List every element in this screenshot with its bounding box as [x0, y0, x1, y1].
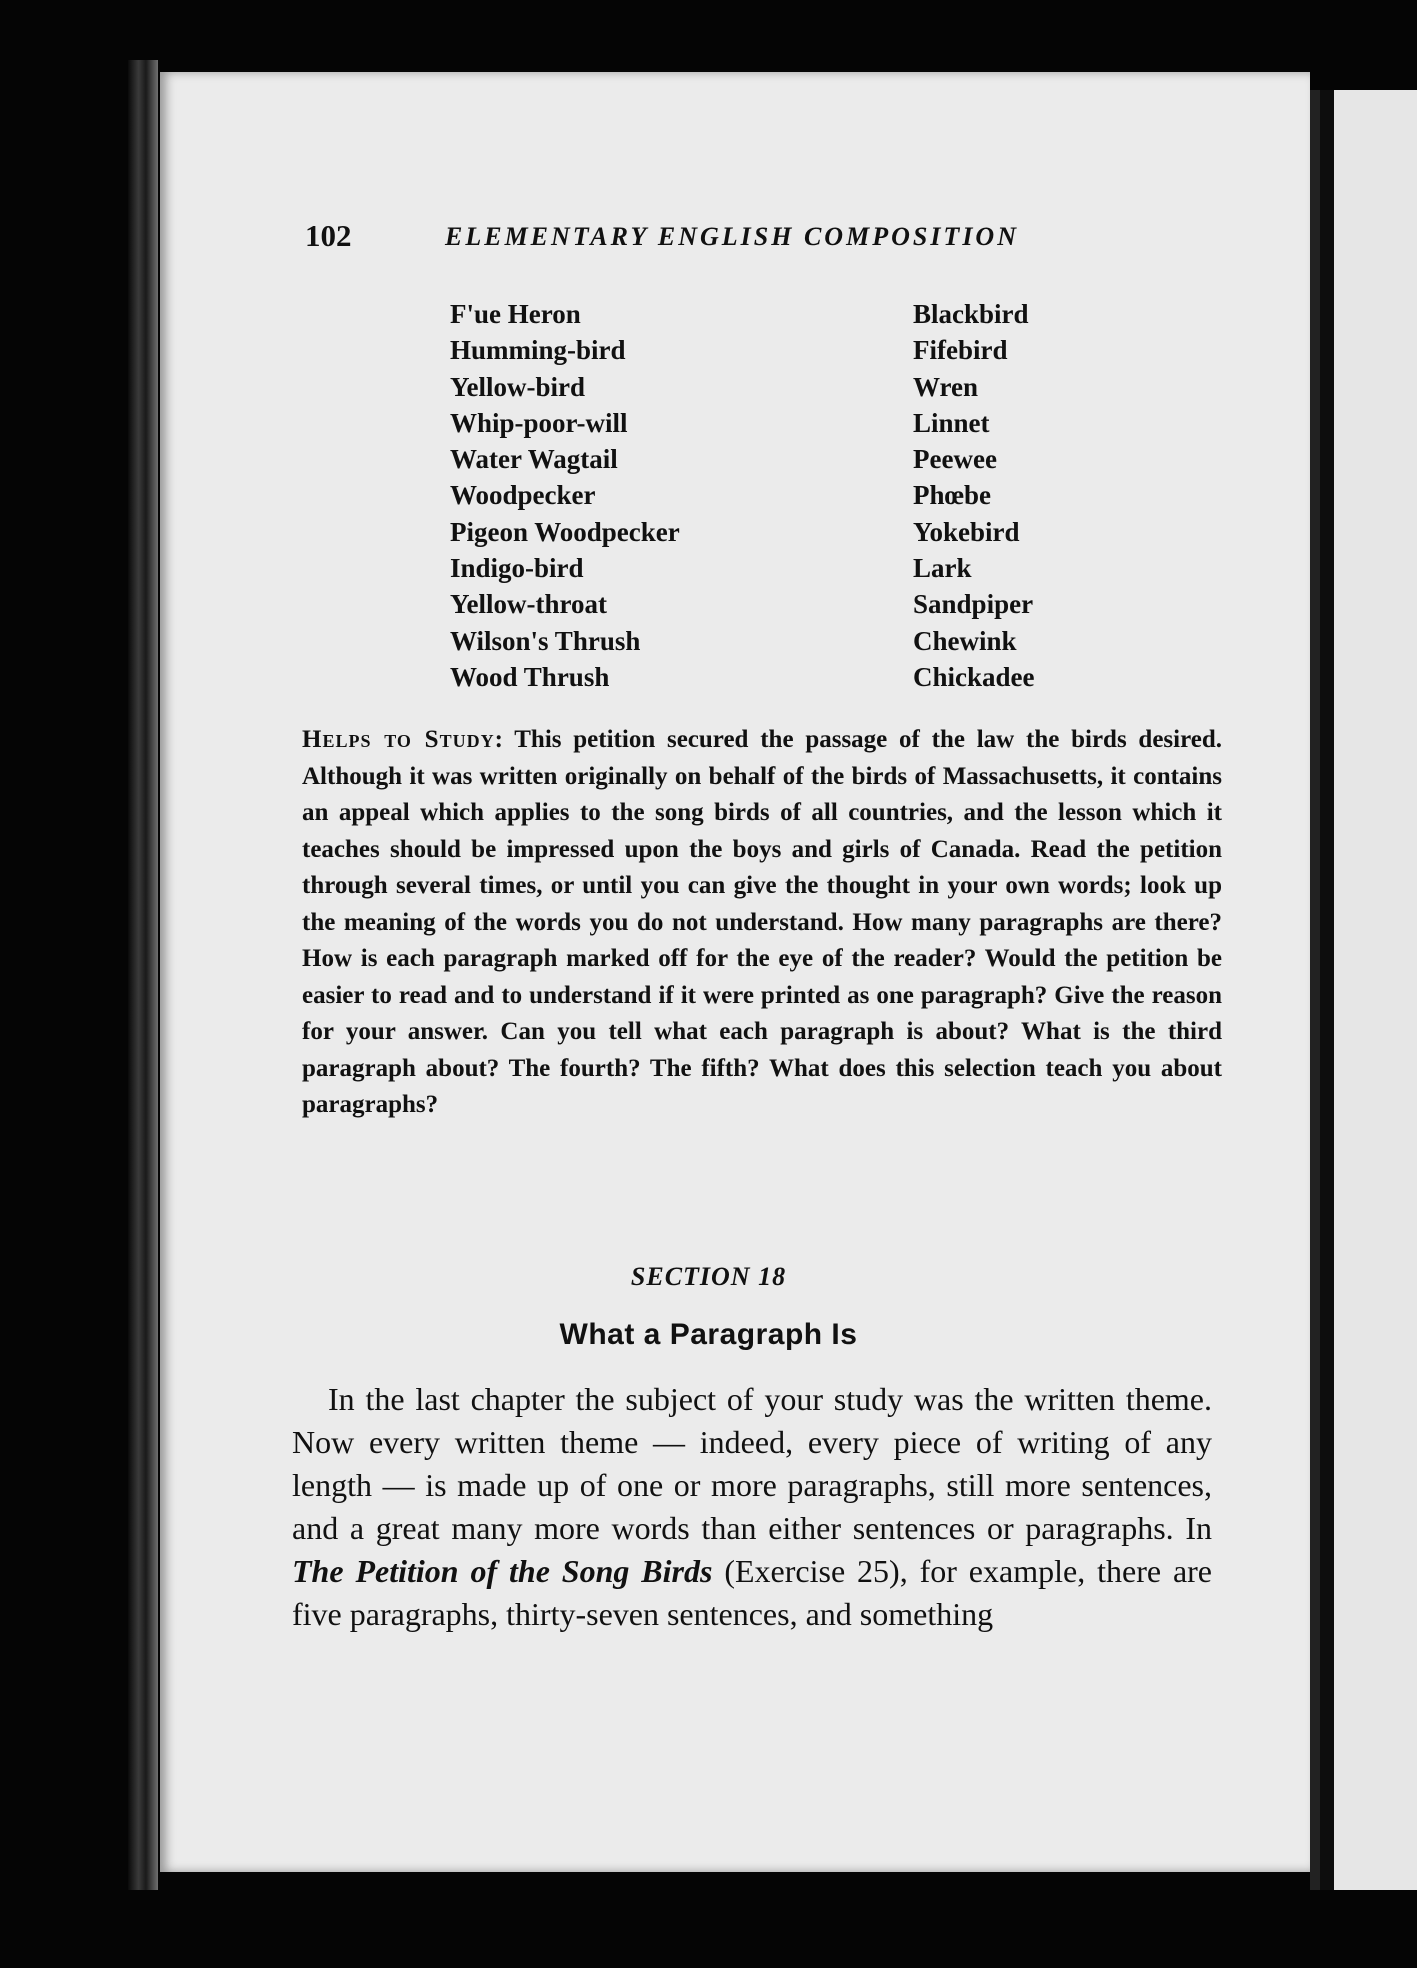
- body-italic-title: The Petition of the Song Birds: [292, 1553, 713, 1589]
- bird-name: Sandpiper: [913, 589, 1034, 620]
- section-number: SECTION 18: [630, 1262, 787, 1291]
- bird-name: Peewee: [913, 444, 997, 475]
- running-title: ELEMENTARY ENGLISH COMPOSITION: [445, 222, 1019, 251]
- bird-name: Yokebird: [913, 516, 1020, 547]
- bird-name: Wood Thrush: [450, 661, 610, 692]
- facing-page-edge: [1320, 90, 1417, 1890]
- bird-list-right: [913, 296, 1035, 695]
- bird-name: Chewink: [913, 625, 1017, 656]
- bird-name: Blackbird: [913, 299, 1029, 329]
- body-text-part2: (Exercise 25), for example, there are five paragraphs, thirty-seven sentences, and something: [292, 1553, 1213, 1632]
- bird-name: Pigeon Woodpecker: [450, 516, 680, 547]
- bird-name: Phœbe: [913, 480, 992, 511]
- bird-name: Humming-bird: [450, 335, 626, 366]
- page-number: 102: [305, 218, 352, 253]
- bird-name: Wilson's Thrush: [450, 625, 641, 656]
- bird-name: Indigo-bird: [450, 553, 584, 584]
- body-text-part1: In the last chapter the subject of your study was the written theme. Now every written theme — indeed, every piece of writing of any length — is made up of one or more paragraphs, still more sentences, and a great many more words than either sentences or paragraphs. In: [292, 1381, 1212, 1546]
- bird-name: Water Wagtail: [450, 444, 618, 475]
- bird-name: Wren: [913, 371, 979, 402]
- book-spine: [128, 60, 158, 1890]
- bird-name: Yellow-bird: [450, 371, 585, 402]
- helps-colon: :: [494, 726, 515, 753]
- bird-name: Yellow-throat: [450, 589, 607, 620]
- bird-name: Woodpecker: [450, 480, 596, 511]
- bird-name: Chickadee: [913, 661, 1035, 692]
- bird-name: Whip-poor-will: [450, 407, 628, 438]
- helps-to-study: [302, 722, 1222, 1124]
- section-title: What a Paragraph Is: [559, 1318, 858, 1351]
- helps-text: This petition secured the passage of the law the birds desired. Although it was written originally on behalf of the birds of Massachusetts, it contains an appeal which applies to the song birds of all countries, and the lesson which it teaches should be impressed upon the boys and girls of Canada. Read the petition through several times, or until you can give the thought in your own words; look up the meaning of the words you do not understand. How many paragraphs are there? How is each paragraph marked off for the eye of the reader? Would the petition be easier to read and to understand if it were printed as one paragraph? Give the reason for your answer. Can you tell what each paragraph is about? What is the third paragraph about? The fourth? The fifth? What does this selection teach you about paragraphs?: [302, 726, 1223, 1118]
- bird-name: Lark: [913, 553, 972, 584]
- helps-label: Helps to Study: [302, 726, 495, 753]
- bird-name: F'ue Heron: [450, 299, 581, 329]
- running-head: [305, 218, 1095, 258]
- bird-list-left: [450, 296, 680, 695]
- body-paragraph: [292, 1378, 1212, 1636]
- bird-name: Fifebird: [913, 335, 1008, 366]
- bird-name: Linnet: [913, 407, 990, 438]
